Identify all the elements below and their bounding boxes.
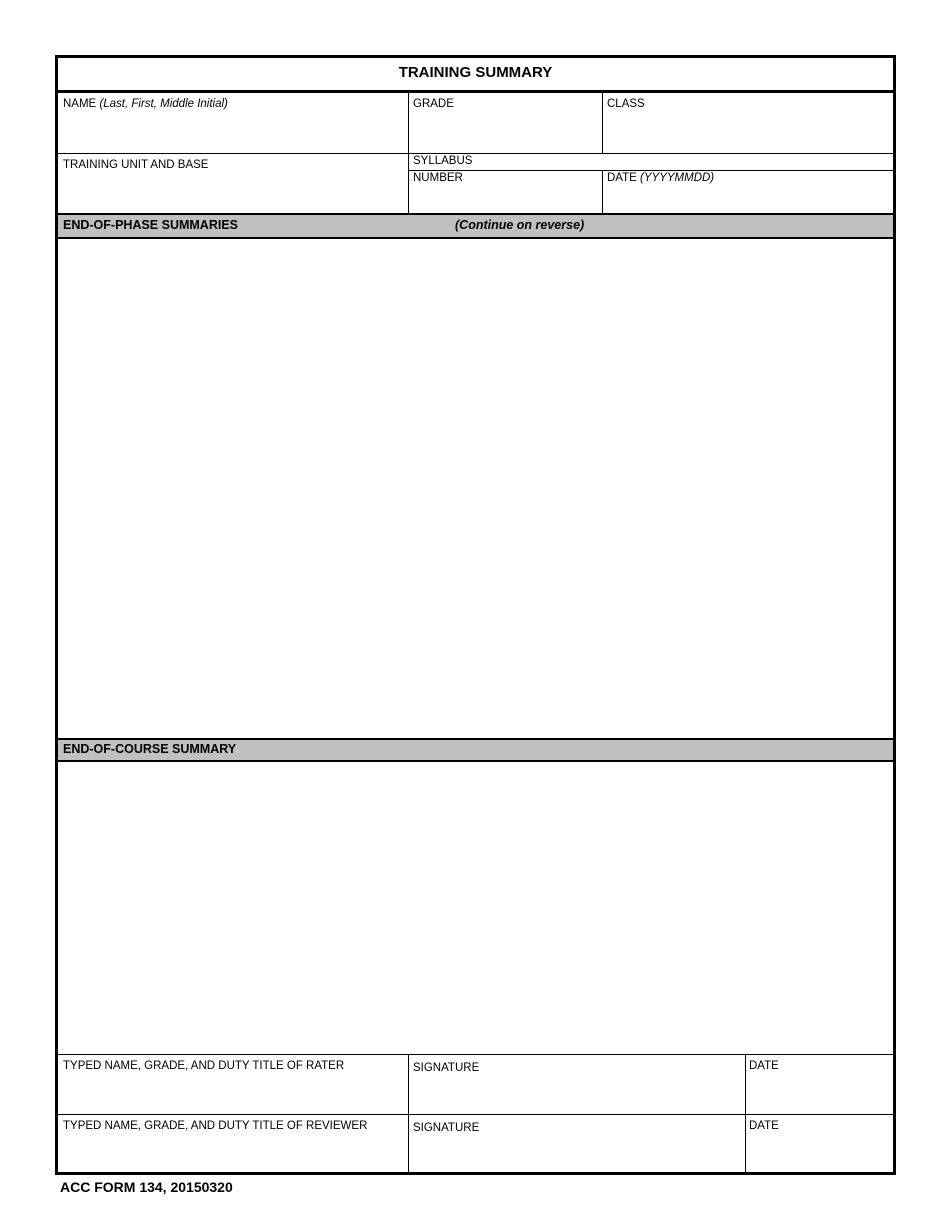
phase-summaries-area[interactable] [58,239,893,738]
class-field[interactable] [603,93,893,153]
number-label: NUMBER [413,172,463,184]
grade-field[interactable] [409,93,602,153]
reviewer-label: TYPED NAME, GRADE, AND DUTY TITLE OF REVIEWER [63,1120,368,1132]
date-label: DATE [607,172,637,184]
form-id: ACC FORM 134, 20150320 [60,1179,233,1195]
reviewer-name-field[interactable] [58,1115,408,1172]
course-summary-area[interactable] [58,762,893,1054]
rater-date-label: DATE [749,1060,779,1072]
name-hint: (Last, First, Middle Initial) [99,98,228,110]
course-heading-band [58,738,893,762]
rater-signature-label: SIGNATURE [413,1062,480,1074]
phase-heading: END-OF-PHASE SUMMARIES [63,218,239,232]
reviewer-signature-label: SIGNATURE [413,1122,480,1134]
reviewer-date-label: DATE [749,1120,779,1132]
name-field[interactable] [58,93,408,153]
rater-signature-field[interactable] [409,1055,745,1114]
rater-name-field[interactable] [58,1055,408,1114]
class-label: CLASS [607,98,645,110]
grade-label: GRADE [413,98,454,110]
phase-note: (Continue on reverse) [455,218,585,232]
rater-date-field[interactable] [746,1055,893,1114]
unit-field[interactable] [58,154,408,213]
reviewer-signature-field[interactable] [409,1115,745,1172]
unit-label: TRAINING UNIT AND BASE [63,159,209,171]
training-summary-form [55,55,896,1175]
syllabus-label: SYLLABUS [413,155,473,167]
reviewer-date-field[interactable] [746,1115,893,1172]
syllabus-date-field[interactable] [603,171,893,213]
date-hint: (YYYYMMDD) [640,172,715,184]
course-heading: END-OF-COURSE SUMMARY [63,742,237,756]
phase-heading-band [58,213,893,239]
name-label: NAME [63,98,97,110]
syllabus-number-field[interactable] [409,171,602,213]
form-title: TRAINING SUMMARY [398,64,553,81]
rater-label: TYPED NAME, GRADE, AND DUTY TITLE OF RATER [63,1060,345,1072]
